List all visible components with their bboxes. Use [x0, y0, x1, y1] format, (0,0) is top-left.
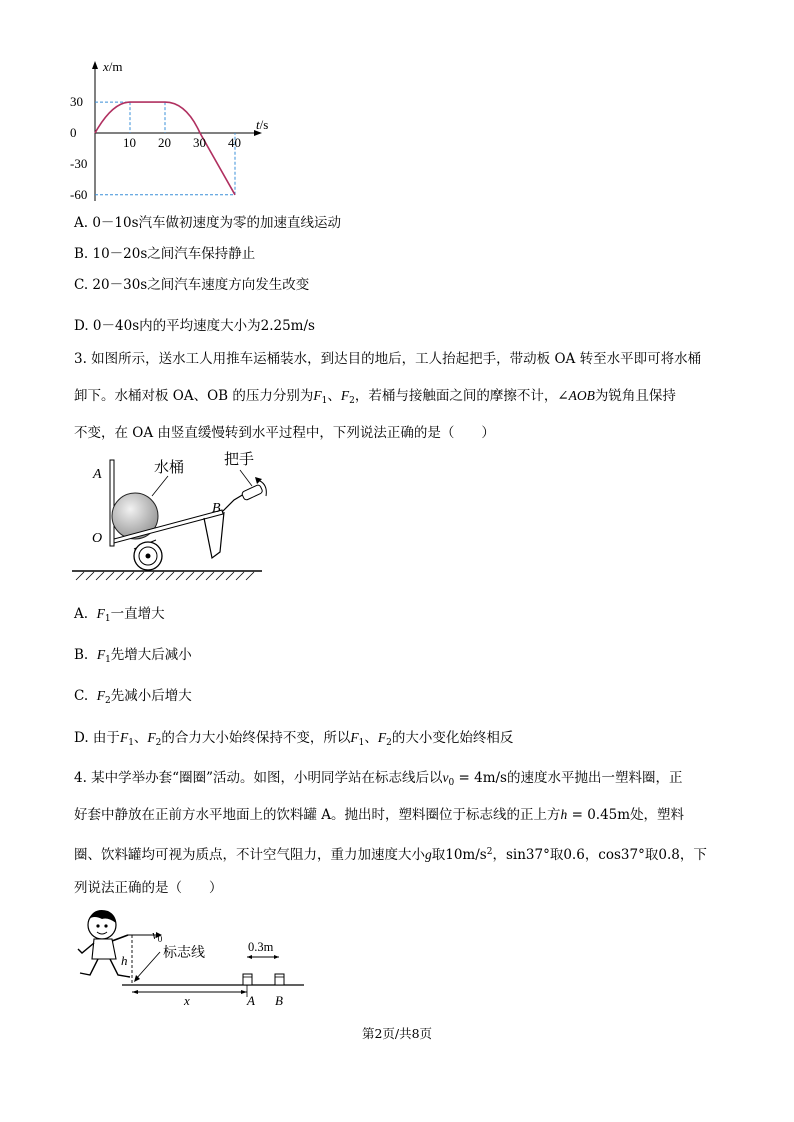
y-tick-label: 0 — [70, 125, 77, 140]
y-axis-label: x/m — [103, 59, 123, 74]
bucket-label: 水桶 — [154, 460, 185, 476]
q4-stem-line1: 4. 某中学举办套“圈圈”活动。如图，小明同学站在标志线后以$v_0 = 4m/s$的速度水平抛出一塑料圈，正 — [74, 770, 683, 788]
point-o-label: O — [92, 531, 103, 546]
y-tick-label: 30 — [70, 94, 83, 110]
point-a-label: A — [93, 467, 102, 482]
handle-label: 把手 — [224, 452, 255, 468]
x-axis-label: t/s — [256, 117, 269, 132]
q3-option-b: B. $F_1$先增大后减小 — [74, 647, 192, 665]
x-tick-label: 10 — [123, 135, 136, 150]
q4-stem-line2: 好套中静放在正前方水平地面上的饮料罐 A。抛出时，塑料圈位于标志线的正上方h = 0.45m处，塑料 — [74, 807, 685, 823]
y-tick-label: -60 — [70, 186, 88, 202]
q2-option-c: C. 20－30s之间汽车速度方向发生改变 — [74, 277, 310, 293]
q4-stem-line3: 圈、饮料罐均可视为质点，不计空气阻力，重力加速度大小g取$10m/s^2$，sin37°取0.6，cos37°取0.8，下 — [74, 847, 707, 863]
can-b-label: B — [275, 993, 283, 1005]
q2-option-d: D. 0－40s内的平均速度大小为2.25m/s — [74, 318, 315, 334]
q3-option-a: A. $F_1$一直增大 — [74, 606, 165, 624]
q3-stem-line2: 卸下。水桶对板 OA、OB 的压力分别为$F_1$、$F_2$，若桶与接触面之间的摩擦不计，∠AOB为锐角且保持 — [74, 388, 676, 406]
cart-figure — [72, 448, 267, 583]
xt-graph — [70, 55, 290, 210]
q3-option-c: C. $F_2$先减小后增大 — [74, 688, 192, 706]
q3-stem-line1: 3. 如图所示，送水工人用推车运桶装水，到达目的地后，工人抬起把手，带动板 OA 转至水平即可将水桶 — [74, 351, 702, 367]
can-a-label: A — [247, 993, 255, 1005]
x-tick-label: 30 — [193, 135, 206, 150]
q2-option-b: B. 10－20s之间汽车保持静止 — [74, 246, 256, 262]
y-tick-label: -30 — [70, 155, 88, 171]
ring-toss-figure — [72, 905, 307, 1005]
q3-option-d: D. 由于$F_1$、$F_2$的合力大小始终保持不变，所以$F_1$、$F_2$的大小变化始终相反 — [74, 730, 514, 748]
x-tick-label: 20 — [158, 135, 171, 150]
distance-label: 0.3m — [248, 940, 274, 954]
x-label: x — [184, 993, 190, 1005]
mark-line-label: 标志线 — [163, 946, 205, 961]
q2-option-a: A. 0－10s汽车做初速度为零的加速直线运动 — [74, 215, 342, 231]
v0-label: $v_0$ — [152, 927, 163, 944]
q4-stem-line4: 列说法正确的是（ ） — [74, 880, 223, 896]
page-footer: 第2页/共8页 — [361, 1026, 433, 1041]
y-axis-arrow — [92, 61, 98, 69]
q3-stem-line3: 不变，在 OA 由竖直缓慢转到水平过程中，下列说法正确的是（ ） — [74, 425, 495, 441]
point-b-label: B — [212, 501, 221, 516]
h-label: h — [121, 953, 128, 968]
x-tick-label: 40 — [228, 135, 241, 150]
